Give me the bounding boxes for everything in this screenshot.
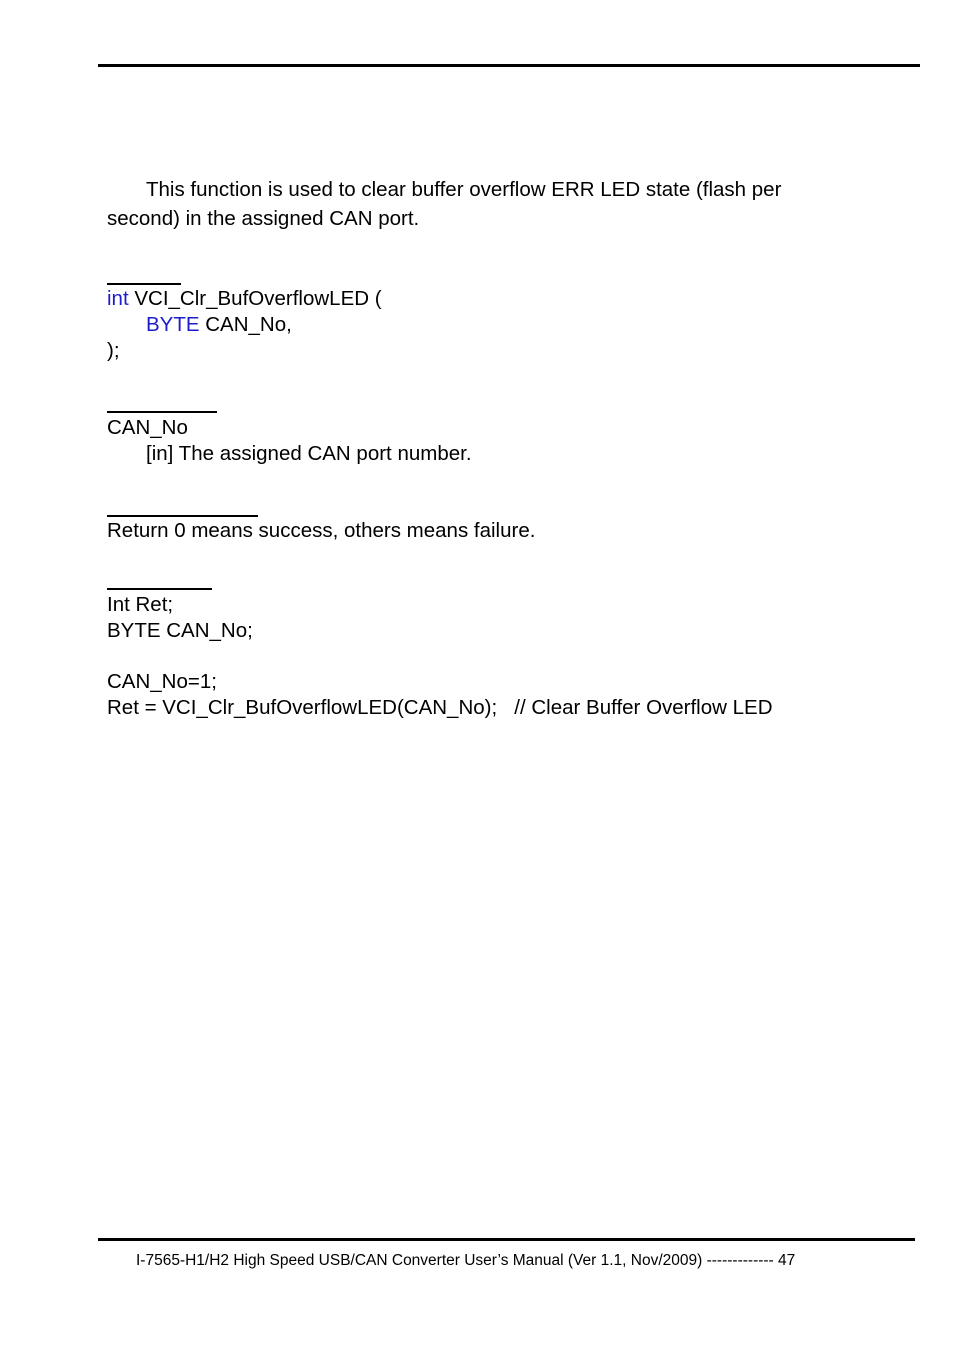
example-heading-underline <box>107 588 212 590</box>
footer-rule <box>98 1238 915 1241</box>
syntax-heading-underline <box>107 283 181 285</box>
keyword-int: int <box>107 287 129 310</box>
parameter-description: [in] The assigned CAN port number. <box>146 442 472 465</box>
example-line-2: BYTE CAN_No; <box>107 619 253 642</box>
example-line-4: Ret = VCI_Clr_BufOverflowLED(CAN_No); // Clear Buffer Overflow LED <box>107 696 773 719</box>
example-line-1: Int Ret; <box>107 593 174 616</box>
keyword-byte: BYTE <box>146 313 200 336</box>
function-name: VCI_Clr_BufOverflowLED ( <box>128 287 382 310</box>
syntax-declaration <box>107 286 382 312</box>
example-line-3: CAN_No=1; <box>107 670 217 693</box>
parameter-heading-underline <box>107 411 217 413</box>
return-description: Return 0 means success, others means failure. <box>107 519 536 542</box>
description-line-1: This function is used to clear buffer overflow ERR LED state (flash per <box>146 178 782 201</box>
description-line-2: second) in the assigned CAN port. <box>107 207 420 230</box>
page-footer: I-7565-H1/H2 High Speed USB/CAN Converter User’s Manual (Ver 1.1, Nov/2009) ------------- 47 <box>136 1252 796 1269</box>
syntax-parameter <box>146 312 292 338</box>
parameter-name: CAN_No, <box>199 313 292 336</box>
return-heading-underline <box>107 515 258 517</box>
syntax-close: ); <box>107 339 120 362</box>
header-rule <box>98 64 920 67</box>
parameter-name-label: CAN_No <box>107 416 188 439</box>
